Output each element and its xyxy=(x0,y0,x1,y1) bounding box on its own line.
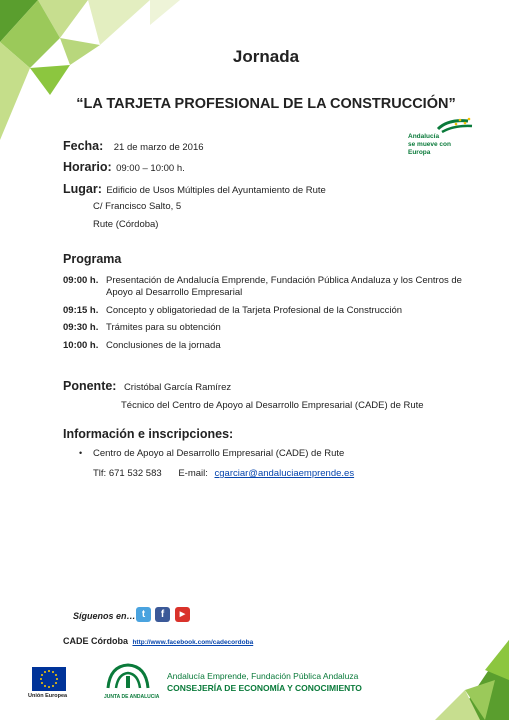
event-subtitle: “LA TARJETA PROFESIONAL DE LA CONSTRUCCIÓN” xyxy=(76,96,456,112)
fecha-label: Fecha: xyxy=(63,139,104,153)
footer-org-line-2: CONSEJERÍA DE ECONOMÍA Y CONOCIMIENTO xyxy=(167,683,362,693)
horario-value: 09:00 – 10:00 h. xyxy=(116,163,185,174)
address-line-1: C/ Francisco Salto, 5 xyxy=(93,201,182,212)
decorative-triangles-top xyxy=(0,0,190,150)
andalucia-europa-logo: Andalucía se mueve con Europa xyxy=(408,117,474,151)
horario-label: Horario: xyxy=(63,160,112,174)
info-center: Centro de Apoyo al Desarrollo Empresarial (CADE) de Rute xyxy=(93,448,345,459)
cade-facebook-row xyxy=(63,631,253,649)
ponente-role: Técnico del Centro de Apoyo al Desarrollo Empresarial (CADE) de Rute xyxy=(121,400,424,411)
program-time: 09:00 h. xyxy=(63,275,99,286)
info-heading: Información e inscripciones: xyxy=(63,427,234,441)
twitter-icon[interactable]: t xyxy=(136,607,151,622)
cade-label: CADE Córdoba xyxy=(63,636,128,646)
program-time: 10:00 h. xyxy=(63,340,99,351)
program-item: Conclusiones de la jornada xyxy=(106,340,221,351)
eu-flag-icon xyxy=(32,667,66,691)
siguenos-text: Síguenos en… xyxy=(73,611,136,621)
youtube-icon[interactable]: ▶ xyxy=(175,607,190,622)
email-link[interactable]: cgarciar@andaluciaemprende.es xyxy=(214,468,355,479)
lugar-row xyxy=(63,180,326,198)
fecha-value: 21 de marzo de 2016 xyxy=(113,142,204,153)
program-item: Trámites para su obtención xyxy=(106,322,221,333)
info-contact xyxy=(93,468,354,479)
lugar-value: Edificio de Usos Múltiples del Ayuntamiento de Rute xyxy=(106,185,326,196)
page-title: Jornada xyxy=(232,47,300,66)
facebook-link[interactable]: http://www.facebook.com/cadecordoba xyxy=(132,639,254,646)
program-time: 09:15 h. xyxy=(63,305,99,316)
facebook-icon[interactable]: f xyxy=(155,607,170,622)
ponente-label: Ponente: xyxy=(63,379,117,393)
lugar-label: Lugar: xyxy=(63,182,102,196)
footer-org-line-1: Andalucía Emprende, Fundación Pública Andaluza xyxy=(167,671,359,681)
program-item: Presentación de Andalucía Emprende, Fundación Pública Andaluza y los Centros de Apoyo al Desarrollo Empresarial xyxy=(106,275,462,298)
eu-label: Unión Europea xyxy=(28,693,68,699)
horario-row xyxy=(63,158,185,176)
bullet-icon: • xyxy=(79,448,83,458)
junta-andalucia-logo-icon xyxy=(102,662,154,697)
decorative-triangles-bottom xyxy=(435,640,509,720)
ponente-row xyxy=(63,377,231,395)
program-item: Concepto y obligatoriedad de la Tarjeta Profesional de la Construcción xyxy=(106,305,403,316)
program-time: 09:30 h. xyxy=(63,322,99,333)
email-label: E-mail: xyxy=(178,468,208,479)
junta-label: JUNTA DE ANDALUCIA xyxy=(104,694,160,700)
address-line-2: Rute (Córdoba) xyxy=(93,219,159,230)
fecha-row xyxy=(63,137,204,155)
phone: Tlf: 671 532 583 xyxy=(93,468,162,479)
programa-heading: Programa xyxy=(63,252,122,266)
ponente-name: Cristóbal García Ramírez xyxy=(123,382,232,393)
